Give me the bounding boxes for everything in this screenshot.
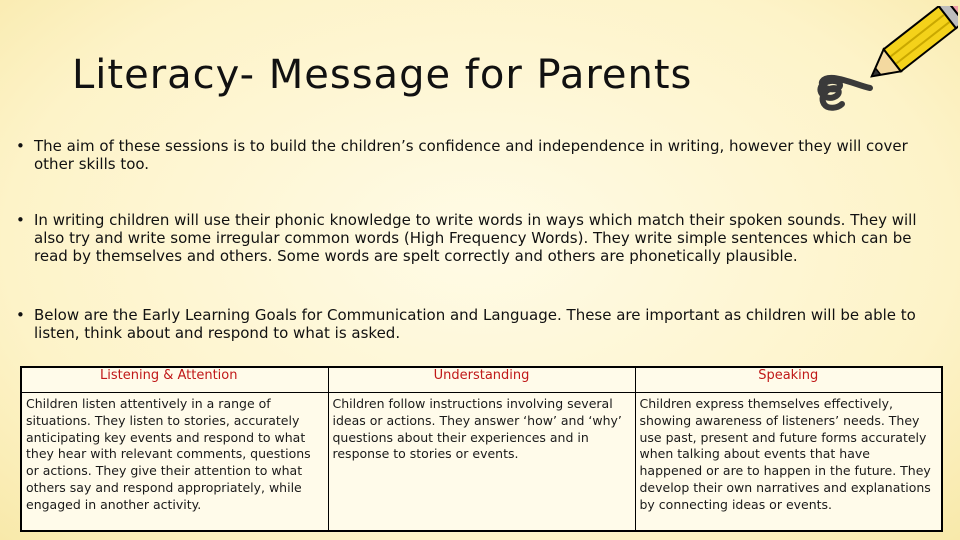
header-speaking: Speaking bbox=[635, 367, 942, 393]
bullet-text: The aim of these sessions is to build the children’s confidence and independence in writing, however they will cover other skills too. bbox=[34, 137, 908, 173]
page-title: Literacy- Message for Parents bbox=[72, 52, 693, 98]
cell-listening-attention: Children listen attentively in a range of situations. They listen to stories, accurately anticipating key events and respond to what they hear with relevant comments, questions or actions. They give their attention to what others say and respond appropriately, while engaged in another activity. bbox=[21, 393, 328, 532]
table-row bbox=[21, 393, 942, 532]
bullet-text: In writing children will use their phonic knowledge to write words in ways which match their spoken sounds. They will also try and write some irregular common words (High Frequency Words). They write simple sentences which can be read by themselves and others. Some words are spelt correctly and others are phonetically plausible. bbox=[34, 211, 917, 265]
table-header-row bbox=[21, 367, 942, 393]
bullet-item bbox=[16, 211, 946, 265]
bullet-text: Below are the Early Learning Goals for Communication and Language. These are important as children will be able to listen, think about and respond to what is asked. bbox=[34, 306, 916, 342]
header-understanding: Understanding bbox=[328, 367, 635, 393]
bullet-item bbox=[16, 306, 946, 342]
bullet-item bbox=[16, 137, 946, 173]
pencil-icon bbox=[808, 6, 958, 118]
bullet-dot: • bbox=[16, 137, 25, 155]
header-listening-attention: Listening & Attention bbox=[21, 367, 328, 393]
bullet-dot: • bbox=[16, 211, 25, 229]
cell-understanding: Children follow instructions involving several ideas or actions. They answer ‘how’ and ‘why’ questions about their experiences and in response to stories or events. bbox=[328, 393, 635, 532]
learning-goals-table bbox=[20, 366, 943, 532]
cell-speaking: Children express themselves effectively, showing awareness of listeners’ needs. They use past, present and future forms accurately when talking about events that have happened or are to happen in the future. They develop their own narratives and explanations by connecting ideas or events. bbox=[635, 393, 942, 532]
bullet-dot: • bbox=[16, 306, 25, 324]
